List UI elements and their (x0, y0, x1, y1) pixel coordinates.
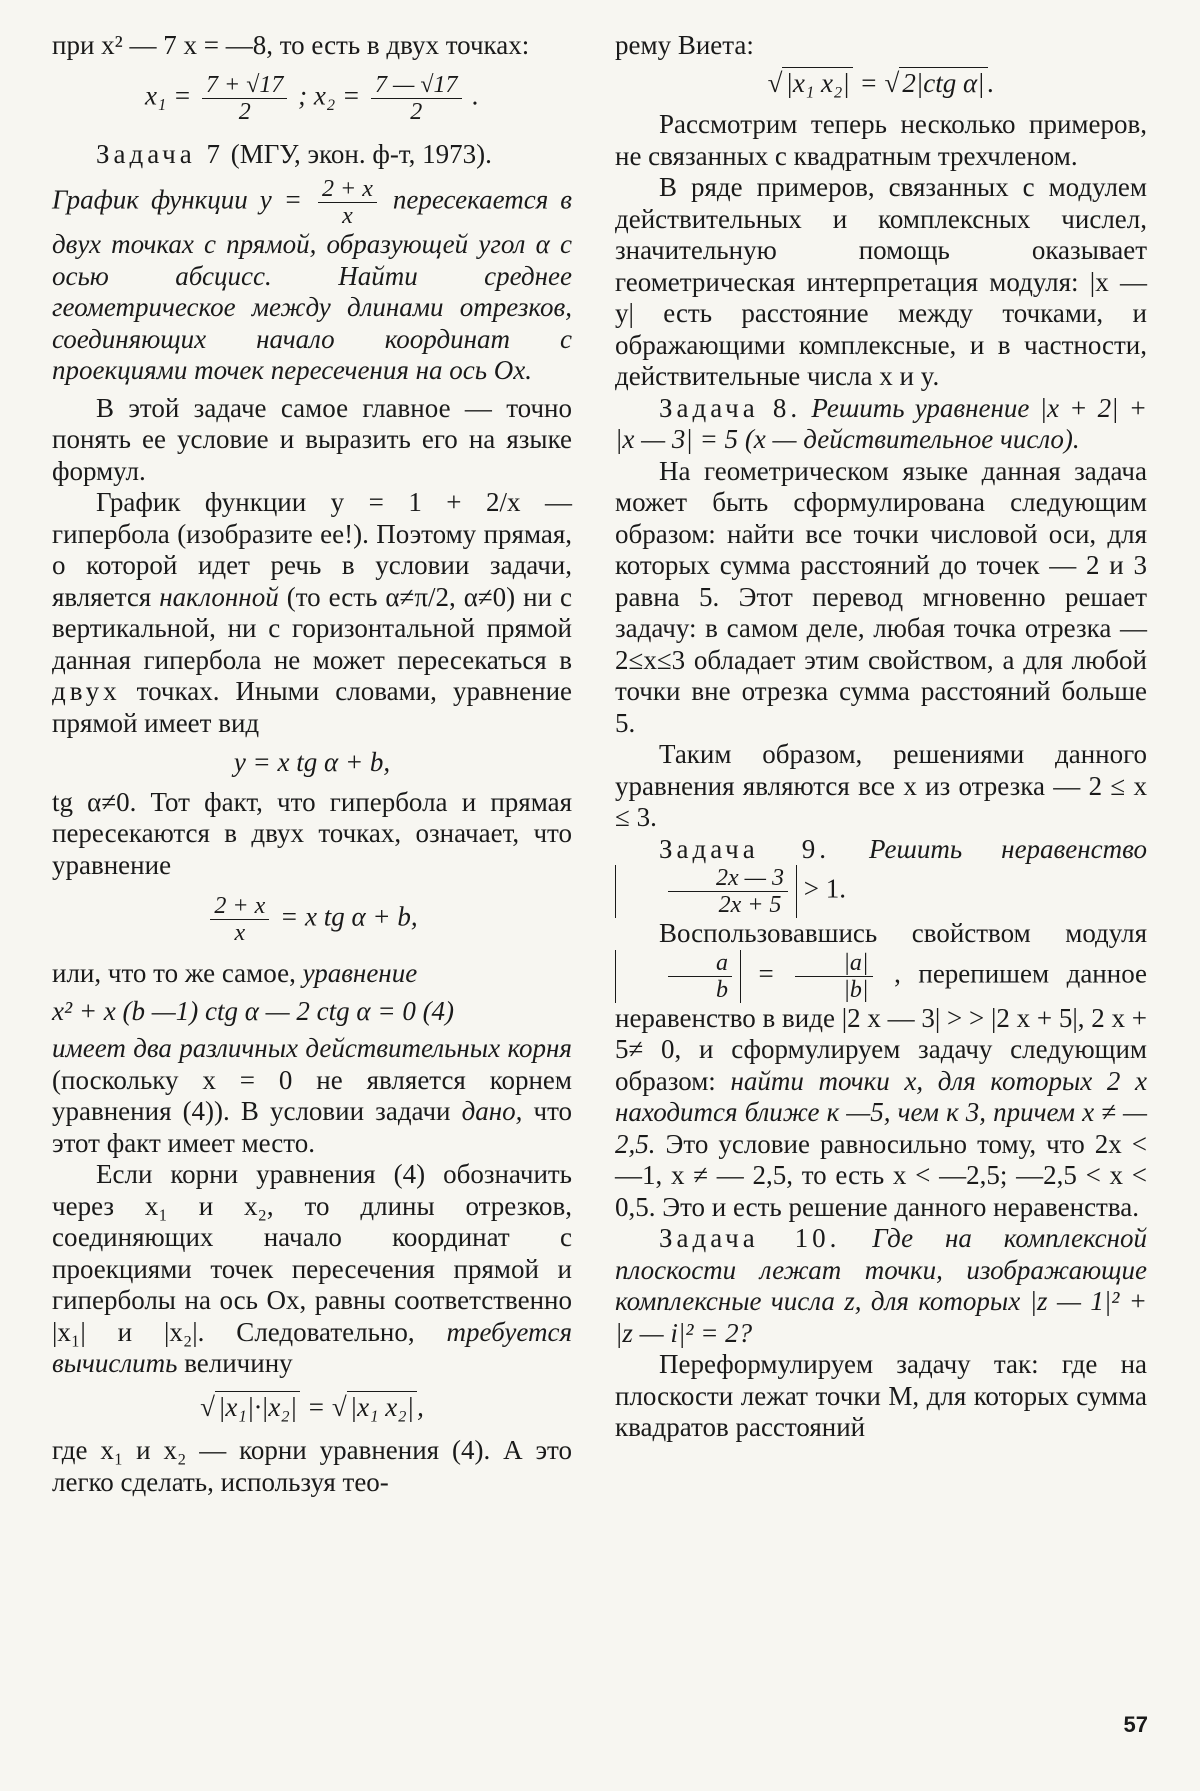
x2-fraction (371, 72, 462, 125)
text: Если корни уравнения (4) обозначить через x₁ и x₂, то длины отрезков, соединяющих начало координат с проекциями точек пересечения прямой и гиперболы на ось Ox, равны соответственно |x₁| и |x₂|. Следовательно, (52, 1159, 572, 1347)
radicand: |x₁|·|x₂| (215, 1391, 300, 1422)
paragraph: В этой задаче самое главное — точно понять ее условие и выразить его на языке формул. (52, 392, 572, 486)
text: График функции y = 1 + 2/x — гипербола (изобразите ее!). Поэтому прямая, о которой идет речь в условии задачи, является (52, 487, 572, 612)
fraction-numerator: a (668, 950, 732, 977)
task-statement: Где на комплексной плоскости лежат точки, изображающие комплексные числа z, для которых |z — 1|² + |z — i|² = 2? (615, 1223, 1148, 1348)
fraction (668, 950, 732, 1003)
left-column (52, 30, 572, 1498)
paragraph: рему Виета: (615, 30, 754, 60)
text: , перепишем данное неравенство в виде |2 x — 3| > > |2 x + 5|, 2 x + 5≠ 0, и сформулируем задачу следующим образом: (615, 958, 1148, 1096)
text: Это условие равносильно тому, что 2x < —1, x ≠ — 2,5, то есть x < —2,5; —2,5 < x < 0,5. Это и есть решение данного неравенства. (615, 1128, 1148, 1222)
task-title: Задача 10. (659, 1223, 841, 1253)
equals-sqrt: = √ (859, 67, 900, 98)
x1-denominator: 2 (238, 98, 251, 125)
fraction-numerator: 2 + x (318, 176, 377, 203)
emphasis: уравнение (302, 958, 418, 988)
vieta-formula (615, 68, 1147, 100)
task10 (615, 1223, 1147, 1349)
text: (то есть α≠π/2, α≠0) ни с вертикальной, ни с горизонтальной прямой данная гипербола не может пересекаться в (52, 581, 573, 675)
task-statement: Решить уравнение (811, 392, 1030, 423)
x1-fraction (202, 72, 287, 125)
task7-fraction (318, 176, 377, 229)
paragraph: Рассмотрим теперь несколько примеров, не связанных с квадратным трехчленом. (615, 109, 1147, 171)
equation-rhs: = x tg α + b, (280, 901, 418, 932)
paragraph (52, 958, 572, 990)
paragraph: Таким образом, решениями данного уравнения являются все x из отрезка — 2 ≤ x ≤ 3. (615, 739, 1147, 832)
right-column (615, 30, 1147, 1444)
fraction-numerator: |a| (795, 950, 872, 977)
paragraph (615, 918, 1147, 1223)
task-statement: Решить неравенство (869, 833, 1148, 864)
fraction-numerator: 2x — 3 (668, 865, 788, 892)
fraction-numerator: 2 + x (210, 893, 269, 920)
spaced-word: двух (52, 676, 121, 706)
task9 (615, 834, 1147, 919)
emphasis: имеет два различных действительных корня (52, 1033, 572, 1063)
x2-numerator: 7 — √17 (371, 72, 462, 99)
task7-statement (52, 176, 572, 387)
task-note: (x — действительное число). (744, 424, 1080, 454)
text: Воспользовавшись свойством модуля (659, 918, 1147, 948)
text: точках. Иными словами, уравнение прямой имеет вид (52, 676, 572, 738)
text: величину (184, 1348, 293, 1378)
formula-end: , (417, 1391, 424, 1422)
x2-denominator: 2 (410, 98, 423, 125)
task8 (615, 393, 1147, 456)
radicand: |x₁ x₂| (347, 1391, 417, 1422)
inequality-rhs: > 1. (803, 873, 846, 904)
separator: ; (298, 80, 308, 111)
statement-start: График функции y = (52, 184, 302, 215)
emphasis: требуется вычислить (52, 1316, 572, 1378)
paragraph: Переформулируем задачу так: где на плоскости лежат точки M, для которых сумма квадратов расстояний (615, 1349, 1147, 1442)
radicand: |x₁ x₂| (782, 67, 852, 98)
fraction-denominator: b (716, 976, 728, 1003)
task-title: Задача 8. (659, 392, 802, 423)
abs-value (615, 865, 797, 918)
equation-4: x² + x (b —1) ctg α — 2 ctg α = 0 (4) (52, 995, 455, 1026)
paragraph: где x₁ и x₂ — корни уравнения (4). А это легко сделать, используя тео- (52, 1435, 572, 1497)
task-title: Задача 9. (659, 833, 830, 864)
text: (поскольку x = 0 не является корнем уравнения (4)). В условии задачи (52, 1064, 572, 1126)
eq3-fraction (210, 893, 269, 946)
sqrt-sign: √ (200, 1391, 215, 1422)
formula-end: . (472, 80, 480, 111)
text: или, что то же самое, (52, 958, 296, 988)
line-equation: y = x tg α + b, (233, 747, 391, 777)
page-number: 57 (1123, 1712, 1148, 1737)
paragraph: при x² — 7 x = —8, то есть в двух точках: (52, 30, 530, 60)
task-source: (МГУ, экон. ф-т, 1973). (230, 138, 492, 169)
fraction-denominator: x (342, 203, 353, 229)
x2-label: x₂ = (313, 80, 361, 111)
paragraph: В ряде примеров, связанных с модулем действительных и комплексных числел, значительную помощь оказывает геометрическая интерпретация модуля: |x — y| есть расстояние между точками, и ображающими комплексные, и в частности, действительные числа x и y. (615, 172, 1147, 391)
paragraph (52, 487, 572, 739)
paragraph (52, 1033, 572, 1159)
abs-value (615, 950, 741, 1003)
fraction (795, 950, 872, 1003)
emphasis: наклонной (159, 581, 279, 612)
roots-formula (52, 72, 572, 125)
sqrt-sign: √ (767, 67, 783, 98)
emphasis: дано, (461, 1096, 523, 1126)
fraction-denominator: 2x + 5 (718, 892, 782, 918)
equals-sqrt: = √ (306, 1391, 347, 1422)
formula-end: . (987, 67, 995, 98)
paragraph: tg α≠0. Тот факт, что гипербола и прямая пересекаются в двух точках, означает, что уравнение (52, 786, 572, 880)
equals: = (758, 958, 774, 989)
task-equation: |x + 2| + |x — 3| = 5 (615, 392, 1148, 454)
task-title: Задача 7 (96, 138, 224, 169)
statement-rest: пересекается в двух точках с прямой, образующей угол α с осью абсцисс. Найти среднее геометрическое между длинами отрезков, соединяющих начало координат с проекциями точек пересечения на ось Ox. (52, 184, 572, 385)
task7-header (52, 139, 572, 171)
x1-label: x₁ = (144, 80, 192, 111)
task9-fraction (668, 865, 788, 918)
fraction-denominator: x (234, 920, 246, 946)
radicand: 2|ctg α| (899, 67, 987, 98)
x1-numerator: 7 + √17 (202, 72, 287, 99)
paragraph: На геометрическом языке данная задача может быть сформулирована следующим образом: найти все точки числовой оси, для которых сумма расстояний до точек — 2 и 3 равна 5. Этот перевод мгновенно решает задачу: в самом деле, любая точка отрезка — 2≤x≤3 обладает этим свойством, а для любой точки вне отрезка сумма расстояний больше 5. (615, 455, 1147, 738)
paragraph (52, 1159, 572, 1380)
intersection-equation (52, 893, 572, 946)
emphasis: найти точки x, для которых 2 x находится ближе к —5, чем к 3, причем x ≠ — 2,5. (615, 1065, 1148, 1159)
fraction-denominator: |b| (843, 976, 869, 1003)
geometric-mean-formula (52, 1392, 572, 1424)
text: что этот факт имеет место. (52, 1096, 573, 1158)
